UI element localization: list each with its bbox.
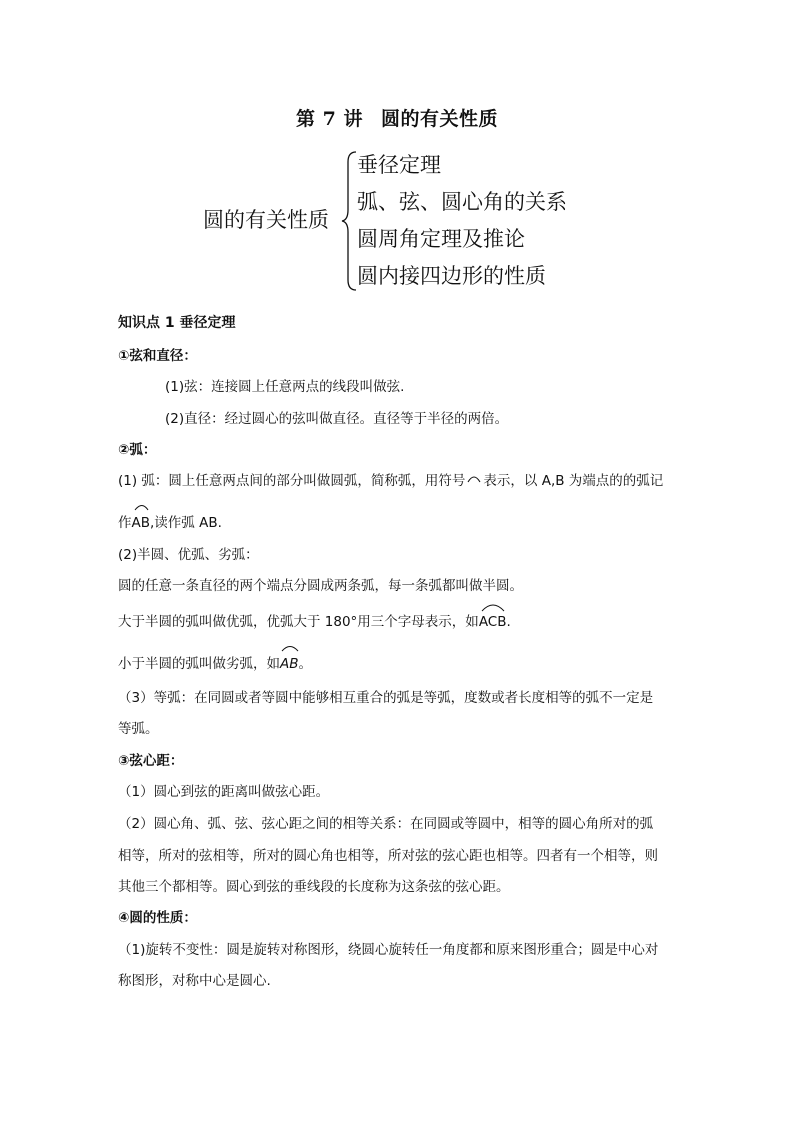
arc-label: AB bbox=[131, 515, 150, 531]
paragraph: (1)弦：连接圆上任意两点的线段叫做弦. bbox=[165, 379, 405, 395]
text-run: ,读作弧 AB. bbox=[150, 515, 222, 531]
paragraph: （1)旋转不变性：圆是旋转对称图形，绕圆心旋转任一角度都和原来图形重合；圆是中心对 bbox=[118, 942, 659, 958]
outline-root: 圆的有关性质 bbox=[203, 208, 329, 232]
arc-symbol-icon bbox=[467, 473, 481, 483]
arc-notation bbox=[132, 515, 151, 531]
text-run: 表示，以 A,B 为端点的的弧记 bbox=[483, 473, 664, 489]
outline-brace bbox=[340, 150, 358, 292]
section-heading-chord-distance: ③弦心距： bbox=[118, 753, 184, 769]
outline-item: 弧、弦、圆心角的关系 bbox=[357, 190, 567, 214]
section-heading-circle-properties: ④圆的性质： bbox=[118, 910, 197, 926]
text-run: . bbox=[506, 614, 511, 630]
arc-notation bbox=[479, 614, 507, 630]
outline-list bbox=[357, 149, 567, 297]
paragraph: 等弧。 bbox=[118, 721, 159, 737]
section-heading-chord: ①弦和直径： bbox=[118, 348, 197, 364]
paragraph: 称图形，对称中心是圆心. bbox=[118, 973, 271, 989]
paragraph: （2）圆心角、弧、弦、弦心距之间的相等关系：在同圆或等圆中，相等的圆心角所对的弧 bbox=[118, 816, 654, 832]
text-run: 大于半圆的弧叫做优弧，优弧大于 180°用三个字母表示，如 bbox=[118, 614, 479, 630]
paragraph: 相等，所对的弦相等，所对的圆心角也相等，所对弦的弦心距也相等。四者有一个相等，则 bbox=[118, 848, 658, 864]
outline-item: 圆内接四边形的性质 bbox=[357, 264, 546, 288]
paragraph bbox=[118, 511, 222, 531]
text-run: 。 bbox=[298, 656, 312, 672]
arc-symbol-icon bbox=[479, 600, 507, 612]
paragraph: (2)直径：经过圆心的弦叫做直径。直径等于半径的两倍。 bbox=[165, 411, 509, 427]
arc-symbol-icon bbox=[132, 501, 150, 511]
paragraph: 圆的任意一条直径的两个端点分圆成两条弧，每一条弧都叫做半圆。 bbox=[118, 578, 523, 594]
outline-item: 圆周角定理及推论 bbox=[357, 227, 525, 251]
paragraph bbox=[118, 652, 312, 672]
paragraph: (2)半圆、优弧、劣弧： bbox=[118, 547, 259, 563]
arc-symbol-icon bbox=[280, 642, 300, 652]
text-run: 作 bbox=[118, 515, 132, 531]
paragraph bbox=[118, 469, 663, 489]
arc-notation bbox=[280, 656, 299, 672]
text-run: (1) 弧：圆上任意两点间的部分叫做圆弧，简称弧，用符号 bbox=[118, 473, 466, 489]
arc-label: ACB bbox=[478, 614, 507, 630]
outline-item: 垂径定理 bbox=[357, 153, 441, 177]
paragraph: 其他三个都相等。圆心到弦的垂线段的长度称为这条弦的弦心距。 bbox=[118, 879, 510, 895]
paragraph: （3）等弧：在同圆或者等圆中能够相互重合的弧是等弧，度数或者长度相等的弧不一定是 bbox=[118, 690, 654, 706]
section-heading-arc: ②弧： bbox=[118, 442, 157, 458]
knowledge-point-heading: 知识点 1 垂径定理 bbox=[118, 315, 236, 331]
paragraph: （1）圆心到弦的距离叫做弦心距。 bbox=[118, 784, 330, 800]
text-run: 小于半圆的弧叫做劣弧，如 bbox=[118, 656, 280, 672]
lecture-number: 第 7 讲 bbox=[296, 108, 363, 130]
lecture-title bbox=[0, 104, 794, 131]
paragraph bbox=[118, 610, 511, 630]
arc-label: AB bbox=[280, 656, 299, 672]
lecture-topic: 圆的有关性质 bbox=[380, 108, 498, 130]
